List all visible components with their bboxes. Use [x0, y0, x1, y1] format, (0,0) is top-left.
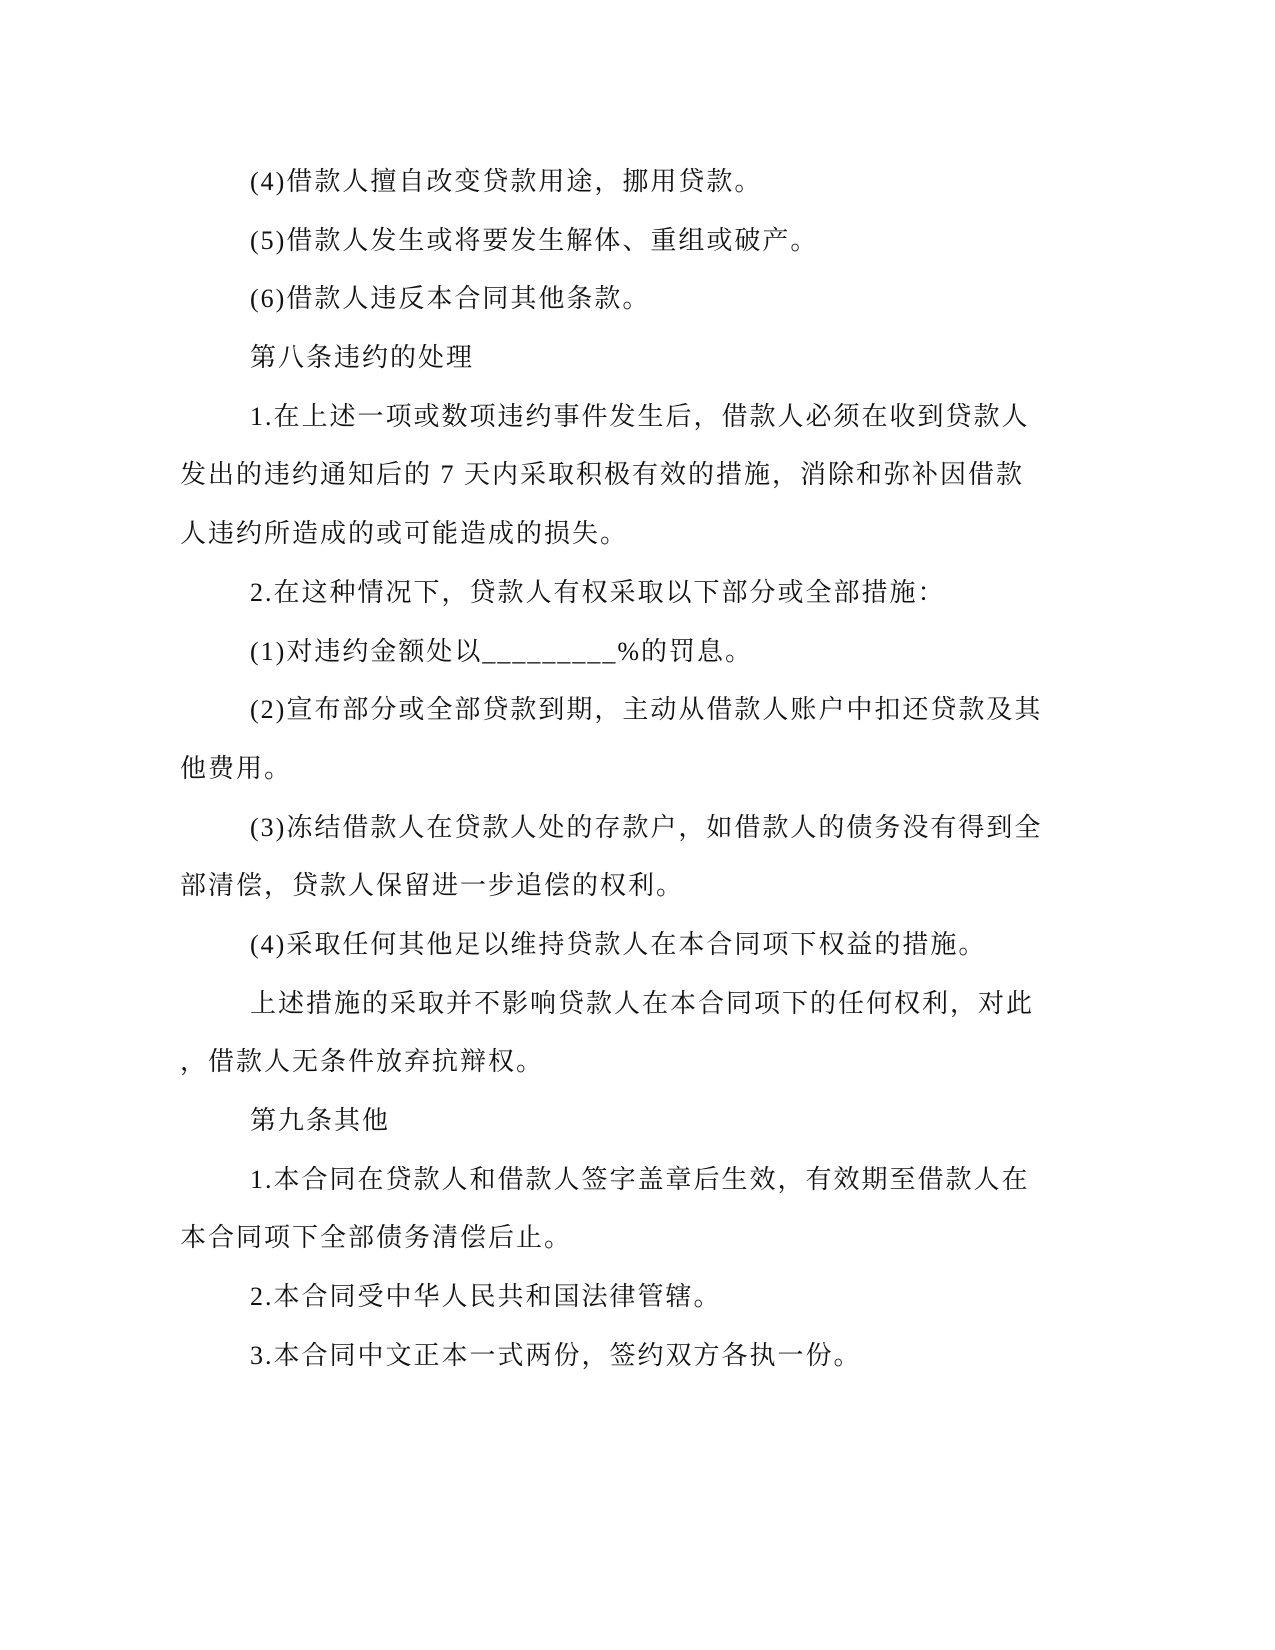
article-8-clause-1 — [180, 388, 1060, 564]
measures-note — [180, 975, 1060, 1092]
article-9-clause-3 — [180, 1327, 1060, 1386]
text-line: (3)冻结借款人在贷款人处的存款户，如借款人的债务没有得到全 — [250, 812, 1043, 842]
text-line: 他费用。 — [180, 753, 293, 783]
text-line: 上述措施的采取并不影响贷款人在本合同项下的任何权利，对此 — [250, 988, 1035, 1018]
article-9-clause-2 — [180, 1268, 1060, 1327]
text-line: 部清偿，贷款人保留进一步追偿的权利。 — [180, 871, 685, 901]
text-line: (6)借款人违反本合同其他条款。 — [250, 284, 651, 314]
clause-item-4 — [180, 153, 1060, 212]
clause-item-6 — [180, 270, 1060, 329]
text-line: 2.本合同受中华人民共和国法律管辖。 — [250, 1282, 722, 1312]
measure-item-1 — [180, 623, 1060, 682]
article-9-heading — [180, 1092, 1060, 1151]
text-line: (4)借款人擅自改变贷款用途，挪用贷款。 — [250, 167, 763, 196]
text-line: (2)宣布部分或全部贷款到期，主动从借款人账户中扣还贷款及其 — [250, 695, 1043, 725]
article-9-clause-1 — [180, 1151, 1060, 1268]
text-line: 本合同项下全部债务清偿后止。 — [180, 1223, 573, 1253]
text-line: 1.本合同在贷款人和借款人签字盖章后生效，有效期至借款人在 — [250, 1164, 1030, 1194]
document-body — [180, 153, 1060, 1385]
article-8-heading — [180, 329, 1060, 388]
article-8-clause-2 — [180, 564, 1060, 623]
text-line: (4)采取任何其他足以维持贷款人在本合同项下权益的措施。 — [250, 929, 987, 959]
text-line: 1.在上述一项或数项违约事件发生后，借款人必须在收到贷款人 — [250, 401, 1030, 431]
text-line: (5)借款人发生或将要发生解体、重组或破产。 — [250, 225, 819, 255]
measure-item-2 — [180, 681, 1060, 798]
text-line: 人违约所造成的或可能造成的损失。 — [180, 519, 629, 549]
section-heading: 第八条违约的处理 — [250, 343, 475, 373]
measure-item-3 — [180, 799, 1060, 916]
text-line: 发出的违约通知后的 7 天内采取积极有效的措施，消除和弥补因借款 — [180, 460, 1025, 490]
text-line: ，借款人无条件放弃抗辩权。 — [180, 1047, 545, 1077]
text-line: (1)对违约金额处以_________%的罚息。 — [250, 636, 753, 666]
section-heading: 第九条其他 — [250, 1106, 391, 1135]
clause-item-5 — [180, 212, 1060, 271]
text-line: 2.在这种情况下，贷款人有权采取以下部分或全部措施： — [250, 577, 946, 607]
text-line: 3.本合同中文正本一式两份，签约双方各执一份。 — [250, 1340, 862, 1370]
measure-item-4 — [180, 916, 1060, 975]
